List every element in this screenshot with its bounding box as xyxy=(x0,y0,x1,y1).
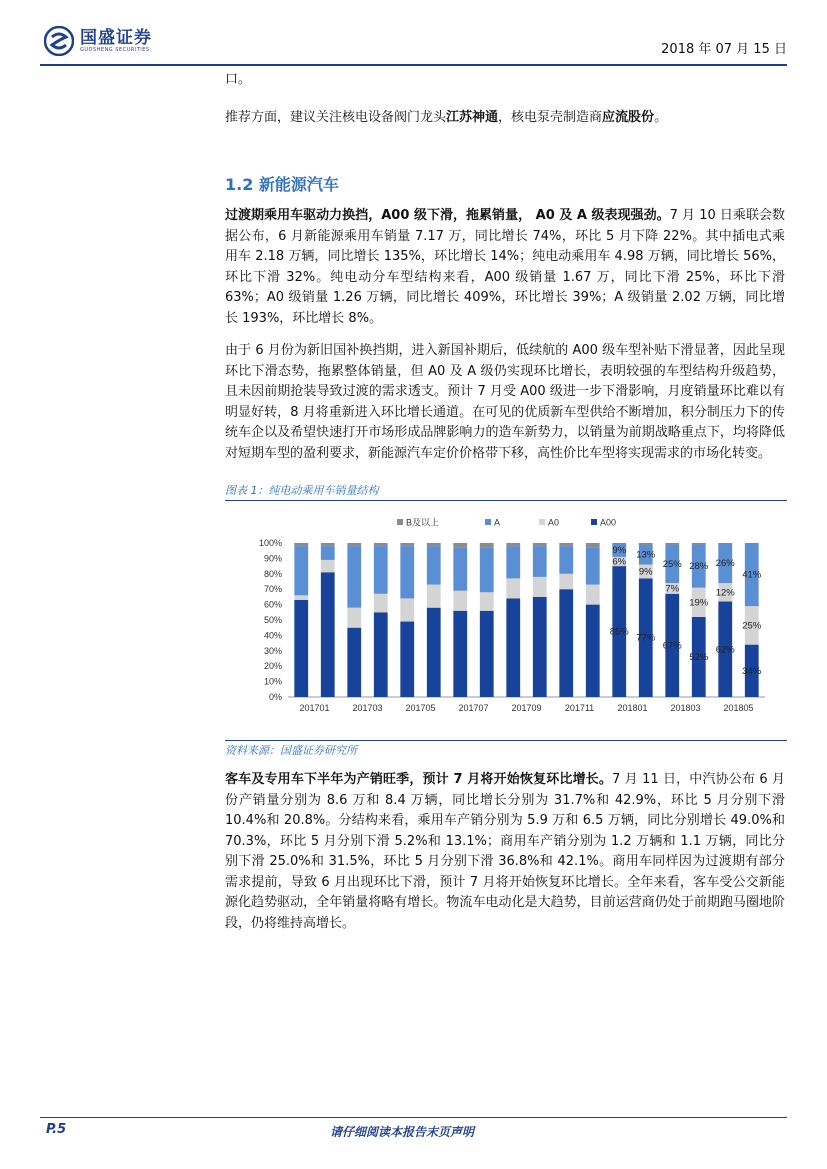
data-label: 34% xyxy=(742,665,762,677)
x-tick-label: 201701 xyxy=(299,703,330,713)
footer-disclaimer: 请仔细阅读本报告末页声明 xyxy=(330,1125,475,1139)
bar-segment xyxy=(586,543,600,548)
data-label: 28% xyxy=(689,561,709,573)
bar-segment xyxy=(374,546,388,594)
y-tick-label: 80% xyxy=(263,568,282,579)
paragraph-1-text xyxy=(225,206,785,329)
x-tick-label: 201801 xyxy=(617,703,648,713)
bar-segment xyxy=(294,546,308,595)
y-tick-label: 60% xyxy=(263,599,282,610)
figure-top-rule xyxy=(225,500,787,501)
bar-segment xyxy=(665,543,679,545)
bar-segment xyxy=(294,595,308,600)
page-header xyxy=(40,22,787,64)
bar-segment xyxy=(453,611,467,697)
section-title: 1.2 新能源汽车 xyxy=(225,175,339,194)
paragraph-3-text xyxy=(225,770,785,934)
data-label: 85% xyxy=(609,626,629,638)
legend-swatch xyxy=(539,519,545,525)
data-label: 9% xyxy=(638,566,653,578)
bar-segment xyxy=(347,543,361,546)
recommend-text-1: 推荐方面，建议关注核电设备阀门龙头 xyxy=(225,110,447,125)
bar-segment xyxy=(453,591,467,611)
bar-segment xyxy=(586,605,600,697)
bar-segment xyxy=(506,598,520,697)
data-label: 7% xyxy=(665,583,680,595)
paragraph-1-body: 7 月 10 日乘联会数据公布，6 月新能源乘用车销量 7.17 万，同比增长 74%，环比 5 月下降 22%。其中插电式乘用车 2.18 万辆，同比增长 135%，环比增长 14%；纯电动乘用车 4.98 万辆，同比增长 56%，环比下滑 32%。纯电动分车型结构来看，A00 级销量 1.67 万，同比下滑 25%，环比下滑 63%；A0 级销量 1.26 万辆，同比增长 409%，环比增长 39%；A 级销量 2.02 万辆，同比增长 193%，环比增长 8%。 xyxy=(225,208,785,326)
bar-segment xyxy=(559,574,573,589)
data-label: 6% xyxy=(612,556,627,568)
x-tick-label: 201803 xyxy=(670,703,701,713)
paragraph-recommend-text xyxy=(225,108,785,129)
bar-segment xyxy=(533,543,547,546)
bar-segment xyxy=(453,543,467,548)
x-tick-label: 201707 xyxy=(458,703,489,713)
y-tick-label: 20% xyxy=(263,661,282,672)
bar-segment xyxy=(480,548,494,593)
bar-segment xyxy=(506,543,520,546)
paragraph-3 xyxy=(225,770,785,934)
legend-swatch xyxy=(591,519,597,525)
data-label: 52% xyxy=(689,651,709,663)
bar-segment xyxy=(400,546,414,598)
figure-caption: 图表 1：纯电动乘用车销量结构 xyxy=(225,484,379,497)
report-date: 2018 年 07 月 15 日 xyxy=(661,42,787,57)
recommend-stock-2: 应流股份 xyxy=(602,110,655,125)
data-label: 25% xyxy=(662,558,682,570)
data-label: 19% xyxy=(689,597,709,609)
bar-segment xyxy=(427,546,441,585)
bar-segment xyxy=(480,592,494,610)
paragraph-1 xyxy=(225,206,785,329)
data-label: 9% xyxy=(612,544,627,556)
bar-segment xyxy=(321,543,335,546)
legend-label: A00 xyxy=(600,517,617,528)
y-tick-label: 40% xyxy=(263,630,282,641)
bar-segment xyxy=(453,548,467,591)
paragraph-2-text: 由于 6 月份为新旧国补换挡期，进入新国补期后，低续航的 A00 级车型补贴下滑显著，因此呈现环比下滑态势，拖累整体销量，但 A0 及 A 级仍实现环比增长，表明较强的车型结构升级趋势，且未因前期抢装导致过渡的需求透支。预计 7 月受 A00 级进一步下滑影响，月度销量环比难以有明显好转，8 月将重新进入环比增长通道。在可见的优质新车型供给不断增加，积分制压力下的传统车企以及希望快速打开市场形成品牌影响力的造车新势力，以销量为前期战略重点下，均将降低对短期车型的盈利要求，新能源汽车定价价格带下移，高性价比车型将实现需求的市场化转变。 xyxy=(225,343,785,461)
bar-segment xyxy=(427,585,441,608)
y-tick-label: 0% xyxy=(268,692,282,702)
bar-segment xyxy=(321,560,335,572)
bar-segment xyxy=(347,608,361,628)
header-divider xyxy=(40,64,787,66)
data-label: 26% xyxy=(715,558,735,570)
y-tick-label: 30% xyxy=(263,645,282,656)
legend-swatch xyxy=(397,519,403,525)
y-tick-label: 50% xyxy=(263,615,282,625)
bar-segment xyxy=(533,597,547,697)
x-tick-label: 201805 xyxy=(723,703,754,713)
y-tick-label: 10% xyxy=(263,676,282,687)
data-label: 41% xyxy=(742,569,762,581)
legend-label: B及以上 xyxy=(406,517,440,528)
data-label: 67% xyxy=(662,640,682,652)
x-tick-label: 201711 xyxy=(564,703,595,713)
bar-segment xyxy=(374,594,388,612)
paragraph-2 xyxy=(225,341,785,464)
bar-segment xyxy=(533,546,547,577)
bar-segment xyxy=(559,543,573,546)
footer-divider xyxy=(40,1117,787,1118)
paragraph-recommend xyxy=(225,108,785,129)
bar-segment xyxy=(427,543,441,546)
bar-segment xyxy=(374,612,388,697)
figure-bottom-rule xyxy=(225,740,787,741)
data-label: 62% xyxy=(715,644,735,656)
bar-segment xyxy=(400,598,414,621)
bar-segment xyxy=(506,546,520,578)
brand-name: 国盛证券 xyxy=(80,27,152,48)
bar-segment xyxy=(533,577,547,597)
recommend-stock-1: 江苏神通 xyxy=(446,110,499,125)
data-label: 13% xyxy=(636,549,656,561)
paragraph-3-body: 7 月 11 日，中汽协公布 6 月份产销量分别为 8.6 万和 8.4 万辆，同比增长分别为 31.7%和 42.9%，环比 5 月分别下滑 10.4%和 20.8%。分结构来看，乘用车产销分别为 5.9 万和 6.5 万辆，同比分别增长 49.0%和 70.3%，环比 5 月分别下滑 5.2%和 13.1%；商用车产销分别为 1.2 万辆和 1.1 万辆，同比分别下滑 25.0%和 31.5%，环比 5 月分别下滑 36.8%和 42.1%。商用车同样因为过渡期有部分需求提前，导致 6 月出现环比下滑，预计 7 月将开始恢复环比增长。全年来看，客车受公交新能源化趋势驱动，全年销量将略有增长。物流车电动化是大趋势，目前运营商仍处于前期跑马圈地阶段，仍将维持高增长。 xyxy=(225,772,785,931)
bar-segment xyxy=(374,543,388,546)
page-number: P.5 xyxy=(46,1122,67,1137)
bar-segment xyxy=(400,543,414,546)
paragraph-3-lead: 客车及专用车下半年为产销旺季，预计 7 月将开始恢复环比增长。 xyxy=(225,772,613,787)
brand-logo-icon xyxy=(44,26,74,56)
y-tick-label: 70% xyxy=(263,584,282,595)
x-tick-label: 201709 xyxy=(511,703,542,713)
paragraph-top-text: 口。 xyxy=(225,72,252,87)
bar-segment xyxy=(586,585,600,605)
paragraph-continuation xyxy=(225,70,785,91)
legend-label: A0 xyxy=(548,517,560,528)
data-label: 12% xyxy=(715,587,735,599)
brand-name-en: GUOSHENG SECURITIES xyxy=(80,46,150,53)
bar-segment xyxy=(321,572,335,697)
bar-segment xyxy=(400,622,414,697)
bar-segment xyxy=(559,589,573,697)
bar-segment xyxy=(559,546,573,574)
brand-logo xyxy=(44,26,152,56)
y-tick-label: 90% xyxy=(263,553,282,564)
bar-segment xyxy=(506,578,520,598)
data-label: 25% xyxy=(742,620,762,632)
bar-segment xyxy=(321,546,335,560)
legend-label: A xyxy=(494,517,501,528)
recommend-text-2: ，核电泵壳制造商 xyxy=(498,110,603,125)
bar-segment xyxy=(480,543,494,548)
data-label: 77% xyxy=(636,632,656,644)
stacked-bar-chart xyxy=(225,506,785,738)
x-tick-label: 201705 xyxy=(405,703,436,713)
y-tick-label: 100% xyxy=(258,538,282,548)
paragraph-1-lead: 过渡期乘用车驱动力换挡，A00 级下滑，拖累销量， A0 及 A 级表现强劲。 xyxy=(225,208,670,223)
bar-segment xyxy=(692,543,706,545)
figure-source: 资料来源：国盛证券研究所 xyxy=(225,744,357,757)
bar-segment xyxy=(347,628,361,697)
bar-segment xyxy=(427,608,441,697)
bar-segment xyxy=(639,543,653,545)
bar-segment xyxy=(294,543,308,546)
bar-segment xyxy=(586,548,600,585)
bar-segment xyxy=(347,546,361,608)
bar-segment xyxy=(480,611,494,697)
x-tick-label: 201703 xyxy=(352,703,383,713)
legend-swatch xyxy=(485,519,491,525)
recommend-text-3: 。 xyxy=(654,110,668,125)
bar-segment xyxy=(294,600,308,697)
